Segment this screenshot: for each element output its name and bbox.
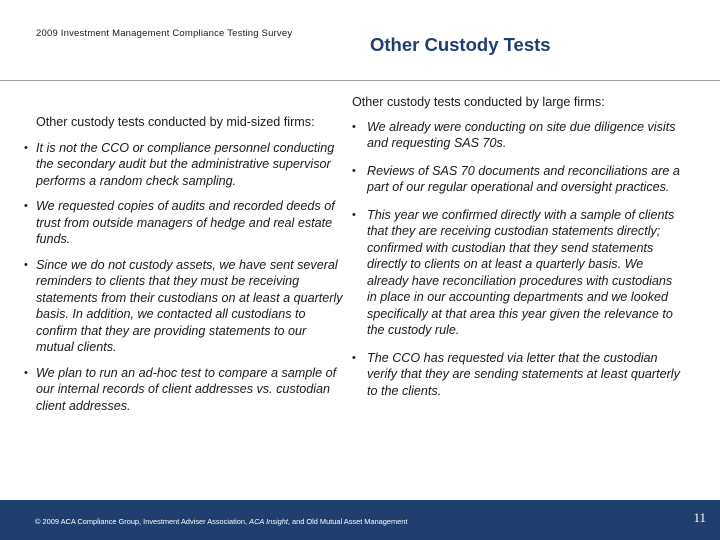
bullet-icon: •: [352, 164, 356, 177]
bullet-icon: •: [352, 208, 356, 221]
header-divider: [0, 80, 720, 81]
bullet-icon: •: [24, 258, 28, 271]
left-intro: Other custody tests conducted by mid-sized firms:: [36, 115, 315, 129]
bullet-text: The CCO has requested via letter that the custodian verify that they are sending statements at least quarterly to the clients.: [367, 350, 680, 398]
left-bullet-list: [24, 140, 344, 415]
bullet-icon: •: [24, 141, 28, 154]
list-item: [352, 163, 682, 196]
bullet-icon: •: [24, 200, 28, 212]
list-item: [24, 257, 344, 356]
copyright-prefix: © 2009 ACA Compliance Group, Investment Adviser Association,: [35, 517, 250, 526]
list-item: [352, 207, 682, 339]
bullet-text: This year we confirmed directly with a sample of clients that they are receiving custodian statements directly; confirmed with custodian that they send statements directly to clients on at least a quarterly basis. We already have reconciliation procedures with custodians in place in our accounting departments and we looked specifically at that area this year given the relevance to the custody rule.: [367, 207, 675, 337]
left-column: [24, 114, 344, 423]
right-column: [352, 94, 682, 410]
slide-title: Other Custody Tests: [370, 34, 551, 55]
publication-name: ACA Insight: [249, 517, 288, 526]
bullet-text: It is not the CCO or compliance personnel conducting the secondary audit but the administrative supervisor performs a random check sampling.: [36, 140, 335, 188]
list-item: [352, 119, 682, 152]
page-number: 11: [693, 510, 706, 525]
bullet-icon: •: [352, 120, 356, 133]
copyright-suffix: , and Old Mutual Asset Management: [287, 517, 408, 526]
bullet-text: We requested copies of audits and recorded deeds of trust from outside managers of hedge and real estate funds.: [36, 199, 335, 246]
right-intro: Other custody tests conducted by large firms:: [352, 95, 605, 109]
bullet-icon: •: [24, 366, 28, 379]
bullet-icon: •: [352, 351, 356, 364]
bullet-text: We plan to run an ad-hoc test to compare a sample of our internal records of client addresses vs. custodian client addresses.: [36, 365, 337, 413]
footer-bar: [0, 500, 720, 540]
list-item: [24, 140, 344, 190]
list-item: [352, 350, 682, 400]
copyright-notice: [35, 517, 407, 526]
right-bullet-list: [352, 119, 682, 400]
survey-title: 2009 Investment Management Compliance Testing Survey: [36, 28, 293, 39]
bullet-text: Reviews of SAS 70 documents and reconciliations are a part of our regular operational and oversight practices.: [367, 163, 680, 194]
bullet-text: Since we do not custody assets, we have sent several reminders to clients that they must be receiving statements from their custodians on at least a quarterly basis. In addition, we contacted all custodians to confirm that they are providing statements to our mutual clients.: [36, 257, 343, 354]
list-item: [24, 365, 344, 415]
list-item: [24, 198, 344, 248]
bullet-text: We already were conducting on site due diligence visits and requesting SAS 70s.: [367, 119, 676, 150]
